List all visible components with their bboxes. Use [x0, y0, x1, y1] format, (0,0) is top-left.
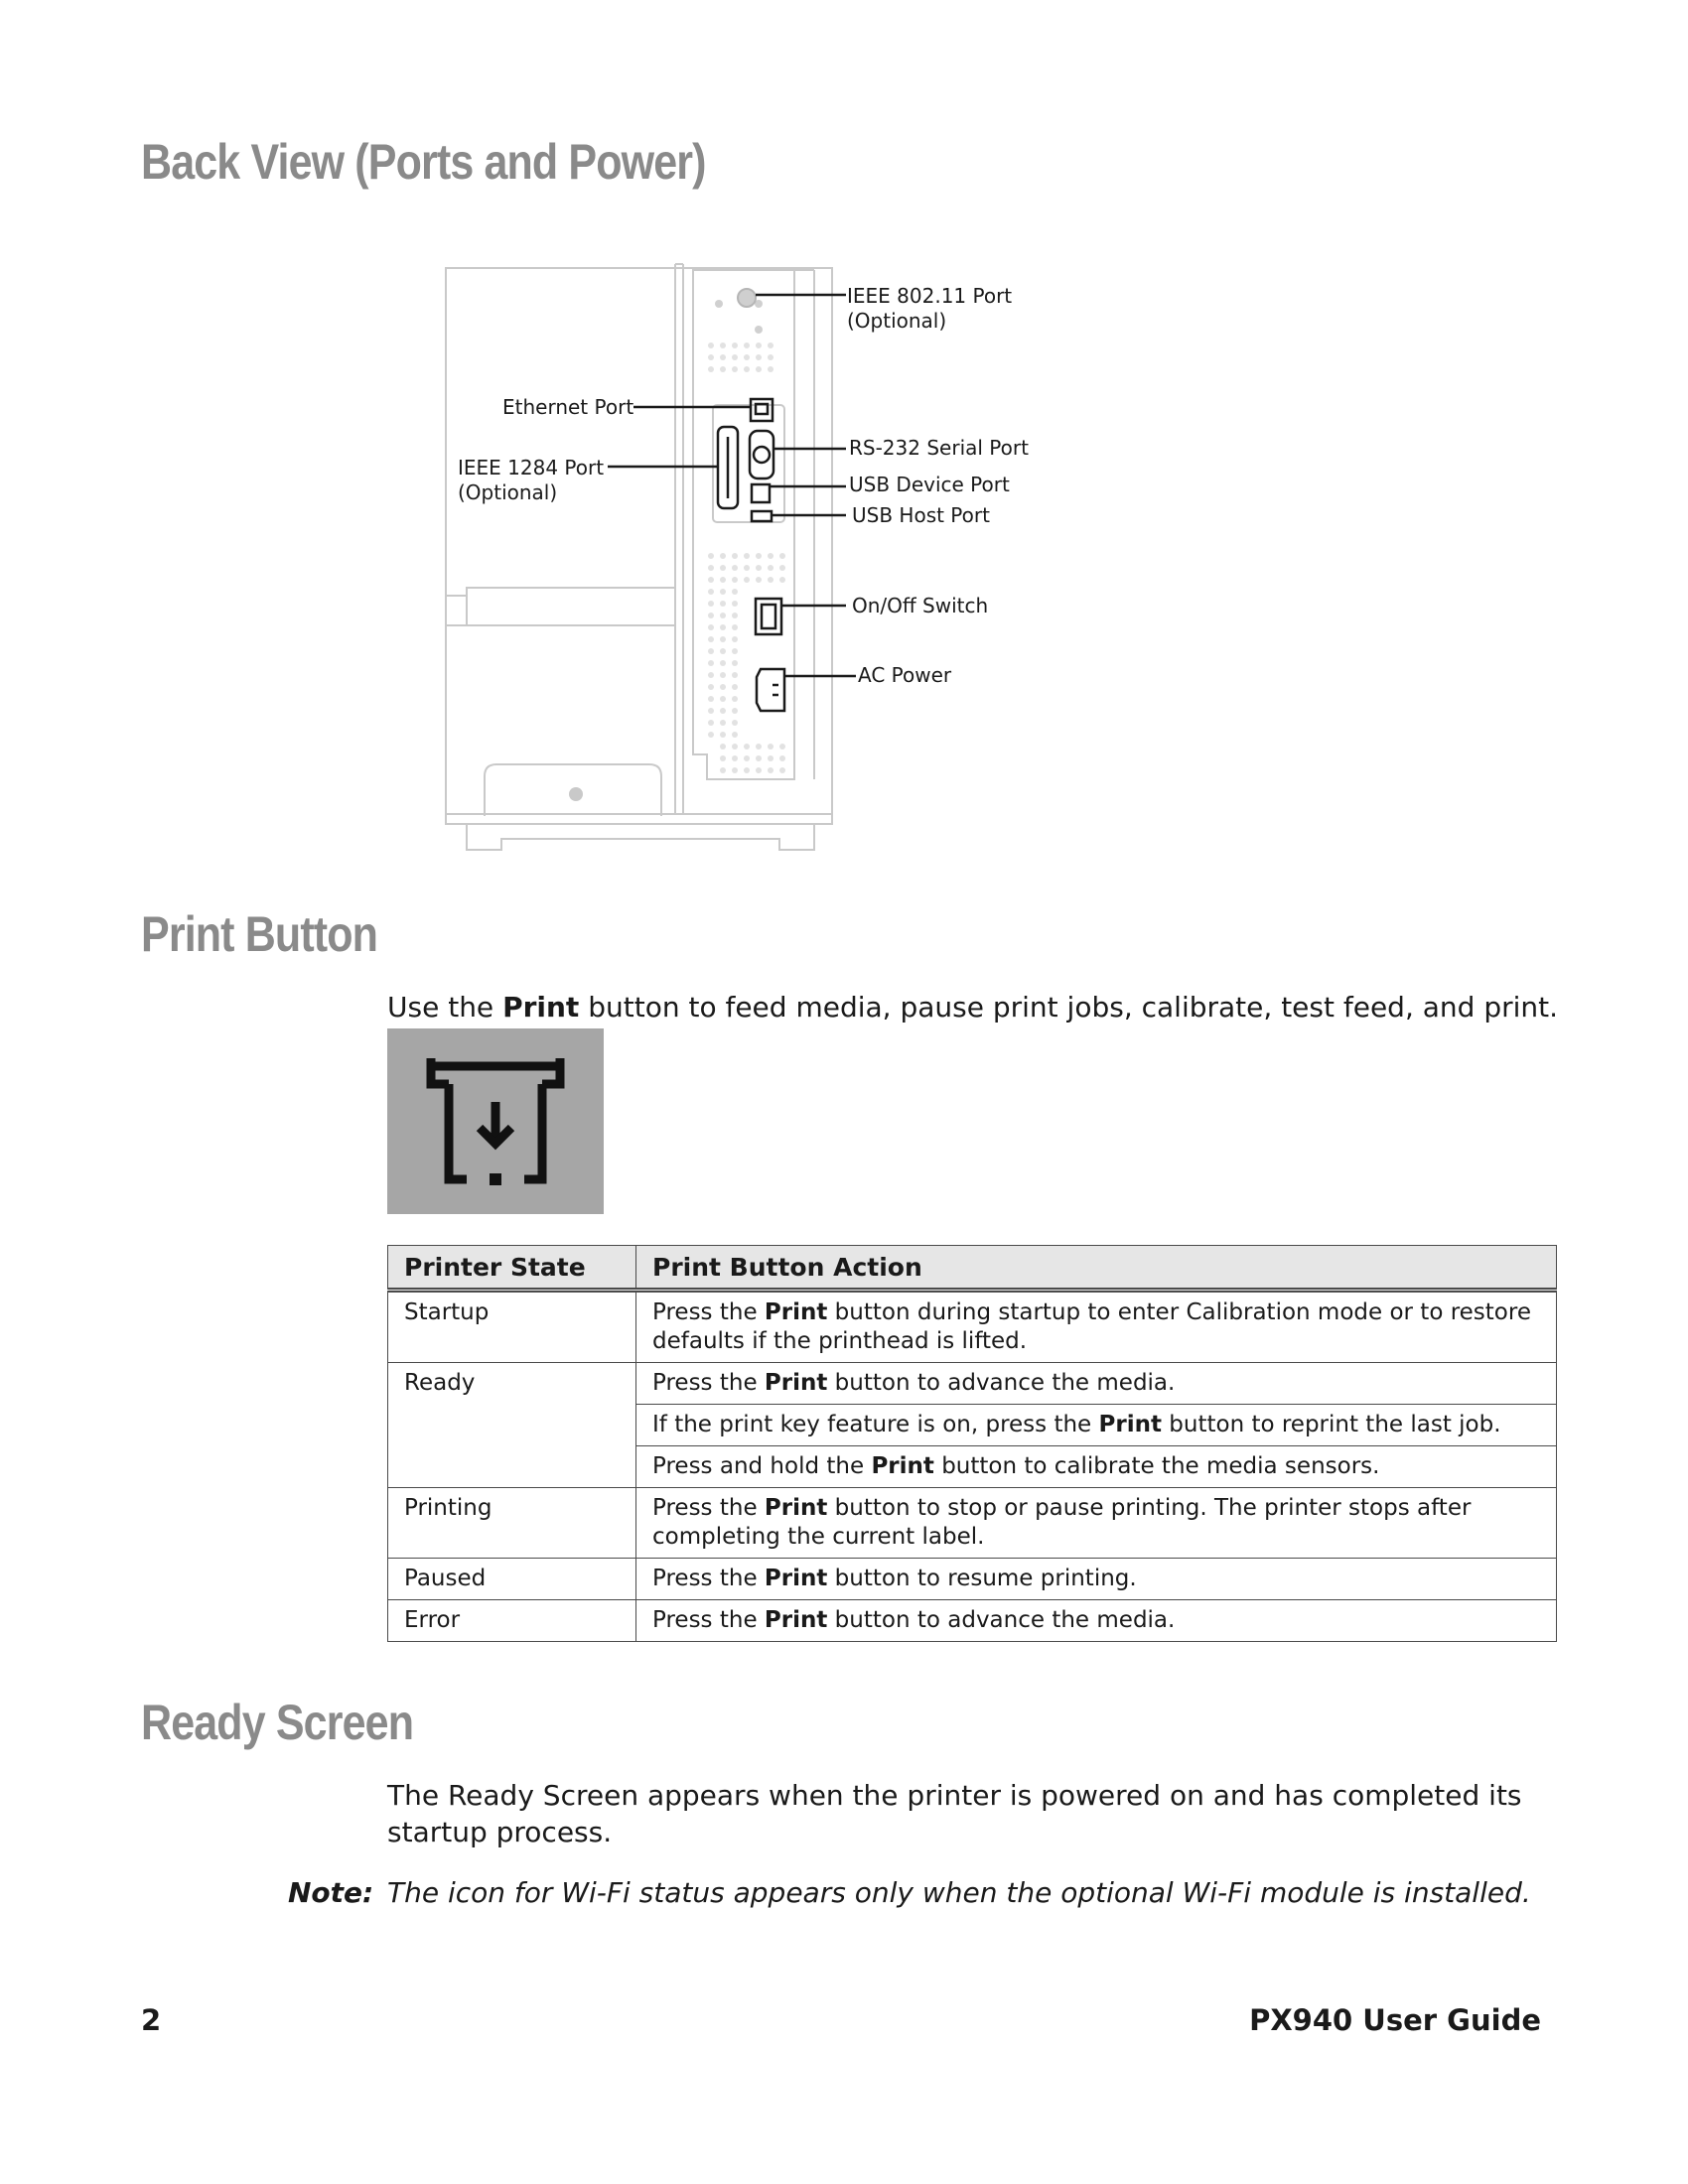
cell-action: Press the Print button during startup to enter Calibration mode or to restore defaults if the printhead is lifted. [636, 1291, 1557, 1363]
label-ieee-80211-line2: (Optional) [847, 309, 947, 333]
label-usb-host-port: USB Host Port [852, 503, 990, 527]
table-row [388, 1488, 1557, 1559]
table-header-row [388, 1246, 1557, 1291]
print-button-action-table [387, 1245, 1557, 1642]
printer-back-illustration [0, 0, 1688, 893]
header-print-button-action: Print Button Action [636, 1246, 1557, 1291]
ready-screen-body: The Ready Screen appears when the printer is powered on and has completed its startup process. [387, 1779, 1522, 1848]
cell-action: Press the Print button to stop or pause printing. The printer stops after completing the current label. [636, 1488, 1557, 1559]
intro-text-post: button to feed media, pause print jobs, calibrate, test feed, and print. [579, 991, 1559, 1024]
label-rs232-serial-port: RS-232 Serial Port [849, 436, 1029, 460]
guide-title: PX940 User Guide [1249, 2003, 1541, 2037]
cell-state: Ready [388, 1363, 636, 1488]
table-row [388, 1291, 1557, 1363]
table-row [388, 1363, 1557, 1405]
label-on-off-switch: On/Off Switch [852, 594, 989, 617]
table-row [388, 1600, 1557, 1642]
label-ieee-1284-port [458, 456, 604, 505]
label-ieee-1284-line1: IEEE 1284 Port [458, 456, 605, 479]
page-number: 2 [141, 2003, 162, 2037]
print-feed-icon [387, 1028, 604, 1214]
printer-back-view-diagram [0, 0, 1688, 893]
note-label: Note: [288, 1876, 374, 1909]
header-printer-state: Printer State [388, 1246, 636, 1291]
cell-state: Paused [388, 1559, 636, 1600]
cell-action: Press and hold the Print button to calibrate the media sensors. [636, 1446, 1557, 1488]
cell-action: Press the Print button to resume printing. [636, 1559, 1557, 1600]
print-button-intro [387, 989, 1559, 1025]
label-ieee-80211-line1: IEEE 802.11 Port [847, 284, 1013, 308]
cell-state: Startup [388, 1291, 636, 1363]
cell-state: Printing [388, 1488, 636, 1559]
cell-action: Press the Print button to advance the media. [636, 1600, 1557, 1642]
section-title-print-button: Print Button [141, 906, 378, 962]
cell-state: Error [388, 1600, 636, 1642]
cell-action: Press the Print button to advance the media. [636, 1363, 1557, 1405]
table-row [388, 1559, 1557, 1600]
cell-action: If the print key feature is on, press the Print button to reprint the last job. [636, 1405, 1557, 1446]
section-title-back-view: Back View (Ports and Power) [141, 134, 706, 190]
intro-text-bold: Print [502, 991, 580, 1024]
wifi-note [288, 1876, 1531, 1909]
label-ethernet-port: Ethernet Port [502, 395, 634, 419]
label-ieee-80211-port [847, 284, 1012, 334]
label-ieee-1284-line2: (Optional) [458, 480, 558, 504]
intro-text-pre: Use the [387, 991, 503, 1024]
section-title-ready-screen: Ready Screen [141, 1695, 414, 1750]
label-usb-device-port: USB Device Port [849, 473, 1010, 496]
label-ac-power: AC Power [858, 663, 952, 687]
note-text: The icon for Wi-Fi status appears only when the optional Wi-Fi module is installed. [387, 1876, 1531, 1909]
